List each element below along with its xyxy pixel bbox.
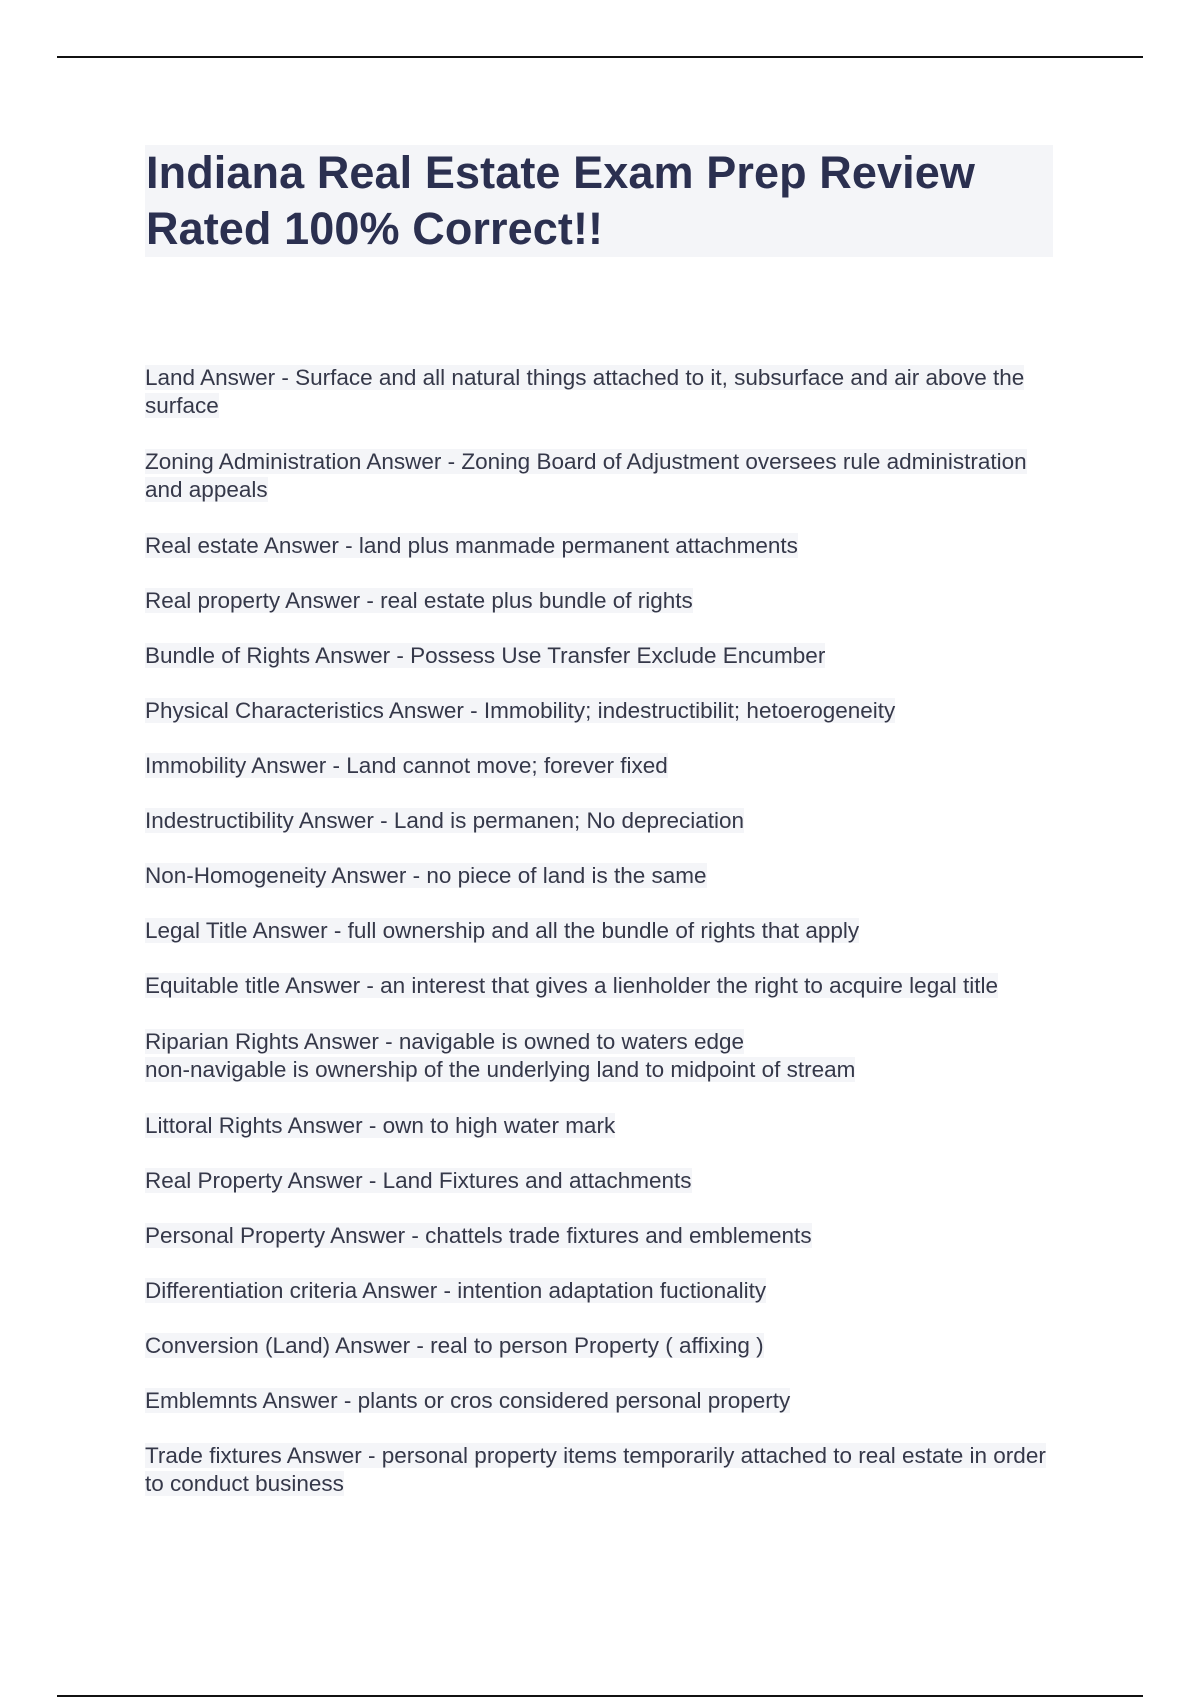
qa-text: Equitable title Answer - an interest that gives a lienholder the right to acquire legal title [145,973,998,998]
list-item [145,1112,1060,1140]
qa-line [145,1056,1060,1084]
qa-line [145,1028,1060,1056]
qa-text: Physical Characteristics Answer - Immobility; indestructibilit; hetoerogeneity [145,698,896,723]
list-item [145,448,1060,504]
qa-text: Bundle of Rights Answer - Possess Use Transfer Exclude Encumber [145,643,826,668]
list-item [145,642,1060,670]
list-item [145,1332,1060,1360]
list-item [145,1167,1060,1195]
qa-text: Indestructibility Answer - Land is permanen; No depreciation [145,808,745,833]
qa-text: Legal Title Answer - full ownership and all the bundle of rights that apply [145,918,860,943]
list-item [145,1277,1060,1305]
qa-text: Conversion (Land) Answer - real to person Property ( affixing ) [145,1333,764,1358]
qa-text: Real estate Answer - land plus manmade permanent attachments [145,533,798,558]
bottom-rule [57,1695,1143,1697]
title-line-2: Rated 100% Correct!! [146,203,604,254]
list-item [145,532,1060,560]
list-item [145,1387,1060,1415]
qa-text: Zoning Administration Answer - Zoning Board of Adjustment oversees rule administration and appeals [145,449,1027,502]
qa-text-continued: non-navigable is ownership of the underlying land to midpoint of stream [145,1057,856,1082]
qa-text: Immobility Answer - Land cannot move; forever fixed [145,753,668,778]
qa-text: Land Answer - Surface and all natural things attached to it, subsurface and air above the surface [145,365,1025,418]
document-title [145,145,1053,257]
list-item [145,697,1060,725]
list-item [145,1442,1060,1498]
qa-text: Differentiation criteria Answer - intention adaptation fuctionality [145,1278,767,1303]
qa-text: Riparian Rights Answer - navigable is owned to waters edge [145,1029,745,1054]
list-item [145,972,1060,1000]
list-item [145,752,1060,780]
top-rule [57,56,1143,58]
list-item [145,587,1060,615]
qa-text: Personal Property Answer - chattels trade fixtures and emblements [145,1223,812,1248]
qa-list [145,364,1060,1526]
list-item [145,807,1060,835]
list-item [145,862,1060,890]
qa-text: Real property Answer - real estate plus bundle of rights [145,588,693,613]
list-item [145,364,1060,420]
qa-text: Littoral Rights Answer - own to high water mark [145,1113,616,1138]
title-line-1: Indiana Real Estate Exam Prep Review [146,147,975,198]
qa-text: Trade fixtures Answer - personal property items temporarily attached to real estate in order to conduct business [145,1443,1046,1496]
list-item [145,917,1060,945]
qa-text: Non-Homogeneity Answer - no piece of land is the same [145,863,707,888]
qa-text: Real Property Answer - Land Fixtures and attachments [145,1168,692,1193]
qa-text: Emblemnts Answer - plants or cros considered personal property [145,1388,791,1413]
title-block [145,145,1053,257]
list-item [145,1028,1060,1084]
list-item [145,1222,1060,1250]
